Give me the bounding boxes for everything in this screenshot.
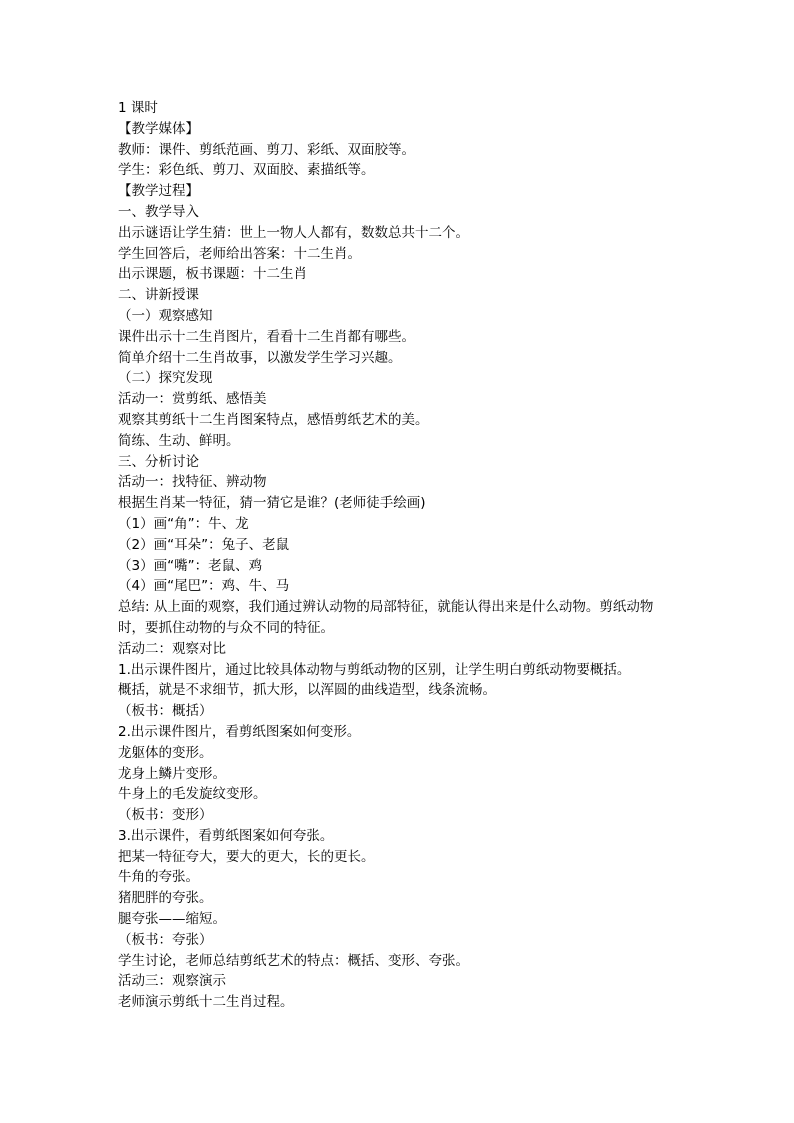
text-line: 简练、生动、鲜明。	[118, 432, 240, 449]
blackboard-note: （板书：变形）	[118, 807, 213, 824]
student-materials-line: 学生：彩色纸、剪刀、双面胶、素描纸等。	[118, 162, 375, 179]
text-line: 学生讨论，老师总结剪纸艺术的特点：概括、变形、夸张。	[118, 952, 469, 969]
activity-heading: 活动一：赏剪纸、感悟美	[118, 391, 267, 408]
text-line: 老师演示剪纸十二生肖过程。	[118, 994, 294, 1011]
text-line: 出示课题，板书课题：十二生肖	[118, 266, 307, 283]
activity-heading: 活动一：找特征、辨动物	[118, 474, 267, 491]
class-hour-line: 1 课时	[118, 100, 158, 116]
document-page	[118, 98, 688, 1013]
section-heading-process: 【教学过程】	[118, 183, 199, 200]
part-heading-discussion: 三、分析讨论	[118, 453, 199, 470]
subheading-observe: （一）观察感知	[118, 307, 213, 324]
part-heading-intro: 一、教学导入	[118, 203, 199, 220]
list-item: （1）画“角”：牛、龙	[118, 515, 249, 532]
text-line: 牛身上的毛发旋纹变形。	[118, 786, 267, 803]
list-item: （3）画“嘴”：老鼠、鸡	[118, 557, 263, 574]
activity-heading: 活动二：观察对比	[118, 640, 226, 657]
text-line: 概括，就是不求细节，抓大形，以浑圆的曲线造型，线条流畅。	[118, 682, 496, 699]
text-line: 简单介绍十二生肖故事，以激发学生学习兴趣。	[118, 349, 402, 366]
text-line: 2.出示课件图片，看剪纸图案如何变形。	[118, 723, 361, 740]
text-line: 龙身上鳞片变形。	[118, 765, 226, 782]
part-heading-new-lesson: 二、讲新授课	[118, 287, 199, 304]
text-line: 观察其剪纸十二生肖图案特点，感悟剪纸艺术的美。	[118, 411, 429, 428]
list-item: （4）画“尾巴”：鸡、牛、马	[118, 578, 290, 595]
blackboard-note: （板书：夸张）	[118, 931, 213, 948]
text-line: 1.出示课件图片，通过比较具体动物与剪纸动物的区别，让学生明白剪纸动物要概括。	[118, 661, 631, 678]
text-line: 学生回答后，老师给出答案：十二生肖。	[118, 245, 361, 262]
text-line: 猪肥胖的夸张。	[118, 890, 213, 907]
text-line: 腿夸张——缩短。	[118, 911, 226, 928]
text-line: 龙躯体的变形。	[118, 744, 213, 761]
section-heading-media: 【教学媒体】	[118, 120, 199, 137]
activity-heading: 活动三：观察演示	[118, 973, 226, 990]
text-line: 牛角的夸张。	[118, 869, 199, 886]
text-line: 出示谜语让学生猜：世上一物人人都有，数数总共十二个。	[118, 224, 469, 241]
text-line: 根据生肖某一特征，猜一猜它是谁？(老师徒手绘画)	[118, 495, 426, 512]
summary-line-continued: 时，要抓住动物的与众不同的特征。	[118, 619, 334, 636]
teacher-materials-line: 教师：课件、剪纸范画、剪刀、彩纸、双面胶等。	[118, 141, 415, 158]
list-item: （2）画“耳朵”：兔子、老鼠	[118, 536, 290, 553]
blackboard-note: （板书：概括）	[118, 703, 213, 720]
text-line: 课件出示十二生肖图片，看看十二生肖都有哪些。	[118, 328, 415, 345]
text-line: 3.出示课件，看剪纸图案如何夸张。	[118, 827, 334, 844]
summary-line: 总结: 从上面的观察，我们通过辨认动物的局部特征，就能认得出来是什么动物。剪纸动物	[118, 599, 654, 616]
text-line: 把某一特征夸大，要大的更大，长的更长。	[118, 848, 375, 865]
subheading-explore: （二）探究发现	[118, 370, 213, 387]
